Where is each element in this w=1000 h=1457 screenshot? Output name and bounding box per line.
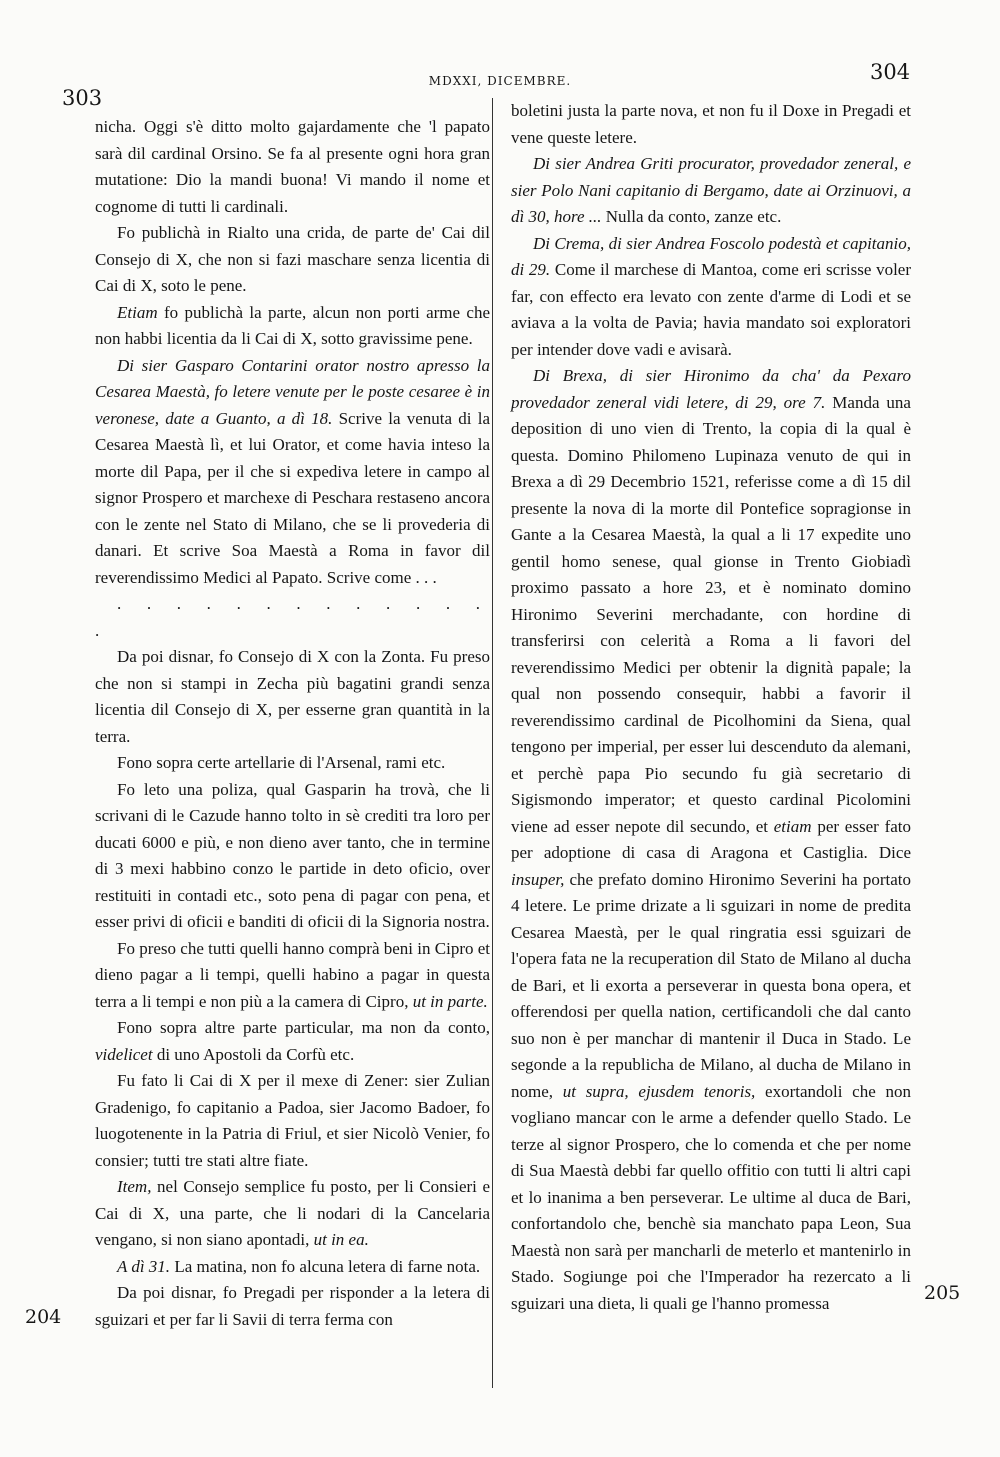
paragraph: A dì 31. La matina, non fo alcuna letera di farne nota. <box>117 1256 481 1276</box>
running-title: MDXXI, DICEMBRE. <box>428 74 572 88</box>
paragraph: Di Brexa, di sier Hironimo da cha' da Pexaro provedador zeneral vidi letere, di 29, ore 7. Manda una deposition di uno vien di Trento, la copia di la qual è questa. Domino Philomeno Lupinaza venuto de qui in Brexa a dì 29 Decembrio 1521, referisse come a dì 15 dil presente la nova di la morte dil Pontefice sopragionse in Gante a la Cesarea Maestà, la qual a li 17 expedite uno gentil homo senese, qual gionse in Trento Giobiadì proximo passato a hore 23, et è nominato domino Hironimo Severini merchadante, con hordine di transferirsi con celerità a Roma a li favori del reverendissimo Medici per obtenir la dignità papale; la qual non possendo consequir, habbi a favorir il reverendissimo cardinal de Picolhomini da Siena, qual tengono per imperial, per esser lui descenduto da alemani, et perchè papa Pio secundo fu già secretario di Sigismondo imperator; et questo cardinal Picolomini viene ad esser nepote dil secundo, et etiam per esser fato per adoptione di casa di Aragona et Castiglia. Dice insuper, che prefato domino Hironimo Severini ha portato 4 letere. Le prime drizate a li sguizari in nome de predita Cesarea Maestà, per le qual ringratia essi sguizari de l'opera fata ne la recuperation dil Stato de Milano al ducha de Bari, et li exorta a perseverar in questa bona opera, et offerendosi per quella nation, certificandoli che dal canto suo non è per manchar di mantenir il Duca in Stado. Le segonde a la republicha de Milano, al ducha de Milano in nome, ut supra, ejusdem tenoris, exortandoli che non vogliano mancar con le arme a defender quello Stado. Le terze al signor Prospero, che lo comenda et che per nome di Sua Maestà debbi far quello offitio con tutti li altri capi et lo inanima a ben perseverar. Le ultime al duca de Bari, confortandolo che, benchè sia manchato papa Leon, Sua Maestà non sarà per mancharli de meterlo et mantenirlo in Stado. Sogiunge poi che l'Imperador ha rezercato a li sguizari una dieta, li quali ge l'hanno promessa <box>511 366 911 1313</box>
left-column <box>95 114 490 1333</box>
paragraph: Di sier Gasparo Contarini orator nostro apresso la Cesarea Maestà, fo letere venute per le poste cesaree è in veronese, date a Guanto, a dì 18. Scrive la venuta di la Cesarea Maestà lì, et lui Orator, et come havia inteso la morte dil Papa, per il che si expediva letere in campo al signor Prospero et marchexe di Peschara restaseno ancora con le zente nel Stato di Milano, che se li provederia di danari. Et scrive Soa Maestà a Roma in favor dil reverendissimo Medici al Papato. Scrive come . . . <box>95 355 490 587</box>
paragraph: Item, nel Consejo semplice fu posto, per li Consieri e Cai di X, una parte, che li nodari di la Cancelaria vengano, si non siano apontadi, ut in ea. <box>95 1177 490 1249</box>
paragraph: Fo publichà in Rialto una crida, de parte de' Cai dil Consejo di X, che non si fazi maschare senza licentia di Cai di X, soto le pene. <box>95 223 490 295</box>
paragraph: Fo leto una poliza, qual Gasparin ha trovà, che li scrivani di le Cazude hanno tolto in sè crediti tra loro per ducati 6000 e più, e non dieno aver tanto, che in termine di 3 mexi habbino conzo le partide in deto oficio, over restituiti in contadi etc., soto pena di pagar con pena, et esser privi di oficii e banditi di oficii di la Signoria nostra. <box>95 779 490 931</box>
paragraph: Di sier Andrea Griti procurator, provedador zeneral, e sier Polo Nani capitanio di Bergamo, date ai Orzinuovi, a dì 30, hore ... Nulla da conto, zanze etc. <box>511 154 911 226</box>
paragraph: Fu fato li Cai di X per il mexe di Zener: sier Zulian Gradenigo, fo capitanio a Padoa, sier Jacomo Badoer, fo luogotenente in la Patria di Friul, et sier Nicolò Venier, fo consier; tutti tre stati altre fiate. <box>95 1071 490 1170</box>
column-divider <box>492 98 493 1388</box>
paragraph: boletini justa la parte nova, et non fu il Doxe in Pregadi et vene queste letere. <box>511 101 911 147</box>
ellipsis-line: . . . . . . . . . . . . . . <box>95 594 490 640</box>
paragraph: Da poi disnar, fo Consejo di X con la Zonta. Fu preso che non si stampi in Zecha più bagatini grandi senza licentia dil Consejo di X, per esserne gran quantità in la terra. <box>95 647 490 746</box>
right-page-number: 304 <box>870 60 911 84</box>
margin-reference-left: 204 <box>25 1306 62 1328</box>
paragraph: Etiam fo publichà la parte, alcun non porti arme che non habbi licentia da li Cai di X, sotto gravissime pene. <box>95 302 490 348</box>
paragraph: Fono sopra certe artellarie di l'Arsenal, rami etc. <box>117 753 446 772</box>
left-page-number: 303 <box>62 86 103 110</box>
paragraph: Da poi disnar, fo Pregadi per risponder a la letera di sguizari et per far li Savii di terra ferma con <box>95 1283 490 1329</box>
paragraph: Fono sopra altre parte particular, ma non da conto, videlicet di uno Apostoli da Corfù etc. <box>95 1018 490 1064</box>
paragraph: Di Crema, di sier Andrea Foscolo podestà et capitanio, di 29. Come il marchese di Mantoa, come eri scrisse voler far, con effecto era levato con zente d'arme di Lodi et se aviava a la volta de Pavia; havia mandato soi exploratori per intender dove vadi e avisarà. <box>511 233 911 359</box>
margin-reference-right: 205 <box>924 1282 961 1304</box>
paragraph: Fo preso che tutti quelli hanno comprà beni in Cipro et dieno pagar a li tempi, quelli habino a pagar in questa terra a li tempi e non più a la camera di Cipro, ut in parte. <box>95 938 490 1011</box>
paragraph: nicha. Oggi s'è ditto molto gajardamente che 'l papato sarà dil cardinal Orsino. Se fa al presente ogni hora gran mutatione: Dio la mandi buona! Vi mando il nome et cognome di tutti li cardinali. <box>95 117 490 216</box>
right-column <box>511 98 911 1317</box>
